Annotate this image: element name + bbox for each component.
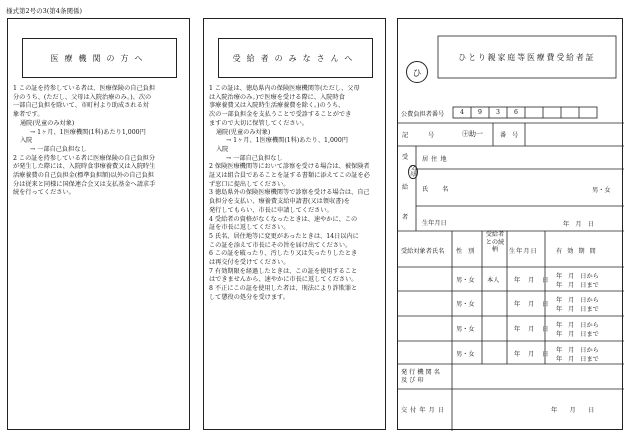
name-label: 氏名 bbox=[422, 186, 463, 193]
recipient-side-char: 給 bbox=[402, 184, 409, 191]
text-line: → 一部自己負担なし bbox=[30, 145, 87, 153]
text-line: 通院(児童のみ対象) bbox=[20, 119, 75, 127]
text-line: 次の一部負担金を支払うことで受診することができ bbox=[209, 111, 352, 119]
payer-digit: 4 bbox=[460, 109, 464, 116]
panel1-heading: 医療機関の方へ bbox=[22, 38, 177, 78]
text-line: は再交付を受けてください。 bbox=[209, 259, 290, 266]
row-dob: 年 月 日 bbox=[514, 326, 549, 333]
row-valid-from: 年 月 日から bbox=[556, 297, 599, 304]
holder-dob-value: 年 月 日 bbox=[563, 221, 594, 228]
text-line: ず窓口に提出してください。 bbox=[209, 180, 290, 188]
text-line: この証を添えて市長にその旨を届け出てください。 bbox=[209, 241, 352, 249]
kigou-value: ㊉助一 bbox=[462, 130, 483, 138]
form-number: 様式第2号の3(第4条関係) bbox=[6, 7, 82, 15]
text-line: して懲役の処分を受けます。 bbox=[209, 293, 289, 301]
recipient-side-char: 受 bbox=[402, 154, 409, 161]
row-dob: 年 月 日 bbox=[514, 351, 549, 358]
row-valid-to: 年 月 日まで bbox=[556, 356, 599, 363]
th-sex: 性別 bbox=[456, 248, 481, 255]
text-line: 事療養費又は入院時生活療養費を除く。)のうち、 bbox=[209, 102, 345, 110]
text-line: 証を市長に返してください。 bbox=[209, 224, 290, 232]
text-line: 2 この証を持参している者に医療保険の自己負担分 bbox=[13, 154, 156, 162]
row-valid-to: 年 月 日まで bbox=[556, 282, 599, 289]
text-line: 証又は組合員であることを証する書類に添えてこの証を必 bbox=[209, 172, 370, 179]
row-relation: 本人 bbox=[487, 277, 500, 284]
father-mother-mark: 父 母 bbox=[410, 166, 416, 179]
text-line: 分は従来と同様に国保連合会又は支払基金へ請求手 bbox=[13, 180, 156, 188]
row-valid-to: 年 月 日まで bbox=[556, 306, 599, 313]
text-line: ますので大切に保管してください。 bbox=[209, 119, 308, 127]
text-line: 1 この証は、徳島県内の保険医療機関等(ただし、父母 bbox=[209, 85, 360, 92]
text-line: → 一部自己負担なし bbox=[226, 154, 283, 162]
payer-digit: 6 bbox=[514, 109, 518, 116]
issuer-label: 発行機関名 及び印 bbox=[401, 369, 442, 384]
row-dob: 年 月 日 bbox=[514, 301, 549, 308]
bangou-label: 番号 bbox=[500, 132, 525, 139]
text-line: → 1ヶ月、1医療機関(1科)あたり1,000円 bbox=[30, 128, 146, 136]
row-valid-from: 年 月 日から bbox=[556, 347, 599, 354]
text-line: 8 不正にこの証を使用した者は、刑法により詐欺罪と bbox=[209, 285, 358, 293]
panel2-heading: 受給者のみなさんへ bbox=[218, 38, 373, 78]
issue-date-label: 交付年月日 bbox=[401, 407, 447, 414]
payer-number-label: 公費負担者番号 bbox=[401, 111, 445, 118]
row-valid-from: 年 月 日から bbox=[556, 322, 599, 329]
payer-digit: 3 bbox=[496, 109, 500, 116]
text-line: 4 受給者の資格がなくなったときは、速やかに、この bbox=[209, 215, 358, 223]
row-sex: 男・女 bbox=[456, 326, 475, 333]
recipient-notice-panel bbox=[203, 18, 386, 430]
text-line: 入院 bbox=[20, 137, 33, 145]
hi-seal-icon: ひ bbox=[406, 61, 428, 83]
text-line: 通院(児童のみ対象) bbox=[216, 128, 271, 136]
row-sex: 男・女 bbox=[456, 351, 475, 358]
text-line: 入院 bbox=[216, 145, 229, 153]
row-valid-from: 年 月 日から bbox=[556, 273, 599, 280]
issue-date-value: 年 月 日 bbox=[551, 407, 595, 414]
text-line: 発行してもらい、市長に申請してください。 bbox=[209, 206, 333, 214]
row-sex: 男・女 bbox=[456, 301, 475, 308]
text-line: 分のうち、(ただし、父母は入院治療のみ。)、次の bbox=[13, 93, 152, 101]
th-relation: 受給者との続柄 bbox=[485, 231, 505, 253]
text-line: 2 保険医療機関等において診察を受ける場合は、被保険者 bbox=[209, 163, 370, 171]
certificate-panel bbox=[397, 18, 623, 430]
text-line: 3 徳島県外の保険医療機関等で診察を受ける場合は、自己 bbox=[209, 189, 370, 197]
medical-institution-panel bbox=[7, 18, 190, 430]
residence-label: 居住地 bbox=[422, 156, 450, 163]
text-line: 活療養費の自己負担金(標準負担額)以外の自己負担 bbox=[13, 172, 154, 179]
recipient-side-char: 者 bbox=[402, 214, 409, 221]
th-dob: 生年月日 bbox=[509, 248, 538, 255]
text-line: 7 有効期限を経過したときは、この証を使用すること bbox=[209, 267, 358, 275]
text-line: は入院治療のみ。)で医療を受ける際に、入院時食 bbox=[209, 93, 345, 101]
text-line: が発生した際には、入院時食事療養費又は入院時生 bbox=[13, 163, 156, 171]
text-line: はできませんから、速やかに市長に返してください。 bbox=[209, 276, 358, 284]
row-dob: 年 月 日 bbox=[514, 277, 549, 284]
kigou-label: 記号 bbox=[402, 132, 455, 139]
text-line: 続を行ってください。 bbox=[13, 189, 75, 197]
text-line: 1 この証を持参している者は、医療保険の自己負担 bbox=[13, 85, 156, 92]
text-line: 5 氏名、居住地等に変更があったときは、14日以内に bbox=[209, 232, 359, 240]
certificate-title: ひとり親家庭等医療費受給者証 bbox=[458, 52, 596, 62]
text-line: 6 この証を破ったり、汚したり又は失ったりしたとき bbox=[209, 250, 358, 258]
text-line: 負担分を支払い、療養費支給申請書(又は領収書)を bbox=[209, 198, 350, 206]
text-line: 象者です。 bbox=[13, 111, 44, 119]
th-valid: 有効期間 bbox=[556, 248, 601, 255]
row-sex: 男・女 bbox=[456, 277, 475, 284]
payer-digit: 9 bbox=[478, 109, 482, 116]
row-valid-to: 年 月 日まで bbox=[556, 331, 599, 338]
holder-dob-label: 生年月日 bbox=[422, 220, 447, 227]
text-line: 一部自己負担を除いて、市町村より助成される対 bbox=[13, 102, 149, 110]
th-name: 受給対象者氏名 bbox=[401, 248, 445, 255]
holder-sex: 男・女 bbox=[592, 187, 611, 194]
text-line: → 1ヶ月、1医療機関(1科)あたり、1,000円 bbox=[226, 137, 348, 145]
